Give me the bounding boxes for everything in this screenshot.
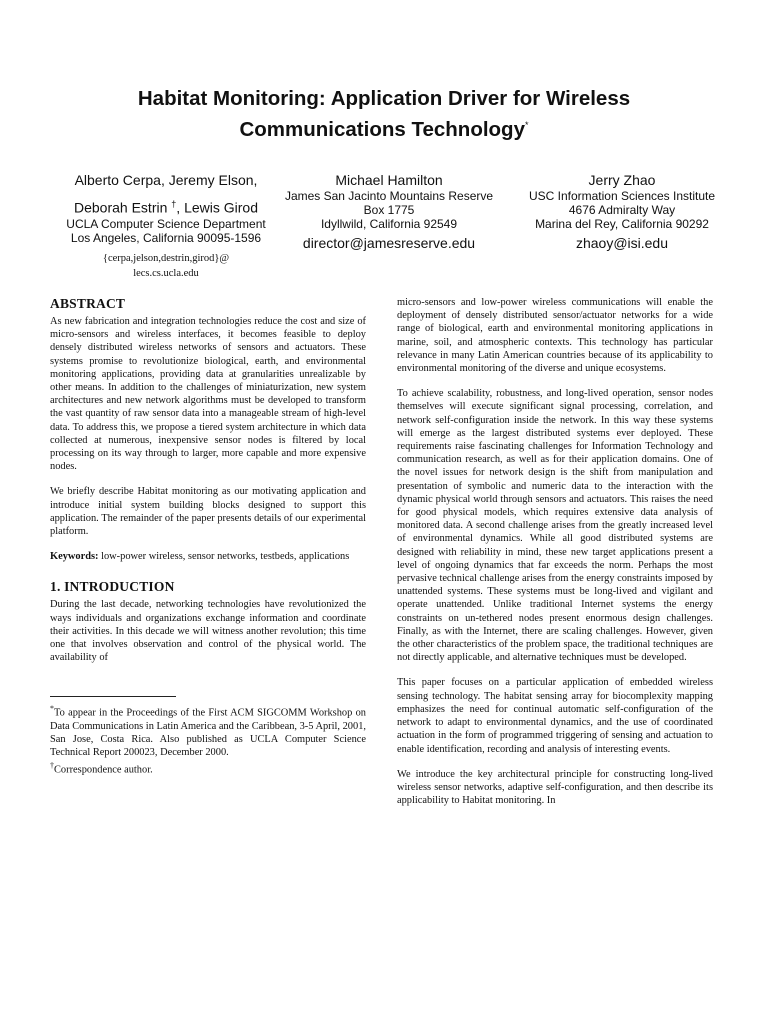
affiliation-usc-line1: USC Information Sciences Institute [528,189,716,203]
abstract-heading: ABSTRACT [50,296,126,311]
email-zhao: zhaoy@isi.edu [575,235,669,251]
author-block-ucla [52,171,280,281]
left-column [50,296,366,676]
abstract-paragraph-2: We briefly describe Habitat monitoring as our motivating application and introduce initial system building blocks designed to support this application. The remainder of the paper presents details of our experimental platform. [50,486,366,538]
footnote-2-mark: † [50,761,54,771]
title-footnote-mark: * [524,120,529,130]
author-hamilton: Michael Hamilton [335,172,443,188]
right-paragraph-1: micro-sensors and low-power wireless communications will enable the deployment of densely distributed sensor/actuator networks for a wide range of biological, earth and environmental monitoring applications in marine, soil, and atmospheric contexts. This technology has particular relevance in many Latin American countries because of its applicability to environmental monitoring of the diverse and unique ecosystems. [397,297,713,375]
keywords-label: Keywords: [50,551,99,563]
affiliation-james-line3: Idyllwild, California 92549 [320,217,458,231]
footnote-2 [50,759,366,777]
affiliation-james-line2: Box 1775 [363,203,415,217]
author-girod: , Lewis Girod [176,199,258,216]
author-block-james-reserve [274,171,504,252]
email-ucla-line1: {cerpa,jelson,destrin,girod}@ [102,252,230,264]
affiliation-usc-line2: 4676 Admiralty Way [568,203,676,217]
footnotes [50,702,366,777]
footnote-divider [50,696,176,697]
abstract-paragraph-1: As new fabrication and integration technologies reduce the cost and size of micro-sensors and wireless interfaces, it becomes feasible to deploy densely distributed wireless networks of sensors and actuators. These systems promise to revolutionize biological, earth, and environmental monitoring applications, providing data at granularities unrealizable by other means. In addition to the challenges of miniaturization, new system architectures and new network algorithms must be developed to transform the vast quantity of raw sensor data into a manageable stream of high-level data. To address this, we propose a tiered system architecture in which data collected at numerous, inexpensive sensor nodes is filtered by local processing on its way through to larger, more capable and more expensive nodes. [50,316,366,473]
author-block-usc [512,171,732,252]
email-ucla-line2: lecs.cs.ucla.edu [133,267,199,279]
affiliation-ucla-line2: Los Angeles, California 90095-1596 [70,230,262,245]
paper-title-text: Habitat Monitoring: Application Driver for Wireless Communications Technology [137,87,631,141]
keywords-text: low-power wireless, sensor networks, testbeds, applications [98,551,350,563]
right-paragraph-4: We introduce the key architectural principle for constructing long-lived wireless sensor networks, adaptive self-configuration, and then describe its applicability to Habitat monitoring. In [397,768,713,807]
right-column [397,296,713,819]
author-zhao: Jerry Zhao [588,172,656,188]
footnote-1-mark: * [50,704,54,713]
author-names-line1: Alberto Cerpa, Jeremy Elson, [74,172,258,188]
correspondence-dagger: † [171,199,177,209]
affiliation-usc-line3: Marina del Rey, California 90292 [535,217,709,231]
author-names-line2 [52,195,280,217]
footnote-2-text: Correspondence author. [54,764,153,776]
paper-title [60,86,708,143]
keywords [50,550,366,563]
affiliation-ucla-line1: UCLA Computer Science Department [66,216,266,231]
email-hamilton: director@jamesreserve.edu [302,235,476,251]
introduction-paragraph-1: During the last decade, networking technologies have revolutionized the ways individuals and organizations exchange information and coordinate their activities. In this decade we will witness another revolution; this time one that involves observation and control of the physical world. The availability of [50,599,366,664]
footnote-1 [50,702,366,759]
footnote-1-text: To appear in the Proceedings of the First ACM SIGCOMM Workshop on Data Communications in Latin America and the Caribbean, 3-5 April, 2001, San Jose, Costa Rica. Also published as UCLA Computer Science Technical Report 200023, December 2000. [50,707,366,759]
introduction-heading: 1. INTRODUCTION [50,579,175,595]
affiliation-james-line1: James San Jacinto Mountains Reserve [284,189,494,203]
right-paragraph-2: To achieve scalability, robustness, and long-lived operation, sensor nodes themselves will execute significant signal processing, correlation, and network self-configuration inside the network. In this way these systems will emerge as the largest distributed systems ever deployed. These requirements raise fascinating challenges for Information Technology and communication research, as well as for their application domains. One of the novel issues for network design is the shift from manipulation and presentation of symbolic and numeric data to the interaction with the dynamic physical world through sensors and actuators. This raises the need for good physical models, which requires extensive data analysis of monitored data. A second challenge arises from the greatly increased level of environmental dynamics. While all good distributed systems are designed with reliability in mind, these new target applications present a level of ongoing dynamics that far exceeds the norm. Perhaps the most pervasive technical challenge arises from the energy constraints imposed by unattended systems. These systems must be long-lived and vigilant and operate unattended. Unlike traditional Internet systems the energy constraints on un-tethered nodes present enormous design challenges. Finally, as with the Internet, there are scaling challenges. However, given the other characteristics of the problem space, the traditional techniques are not directly applicable, and alternative techniques must be developed. [397,388,713,664]
right-paragraph-3: This paper focuses on a particular application of embedded wireless sensing technology. The habitat sensing array for biocomplexity mapping emphasizes the need for continual automatic self-configuration of the network to adapt to environmental dynamics, and the use of coordinated actuation in the form of programmed triggering of sensing and actuation to enable identification, recording and analysis of interesting events. [397,677,713,755]
author-estrin: Deborah Estrin [74,199,168,216]
